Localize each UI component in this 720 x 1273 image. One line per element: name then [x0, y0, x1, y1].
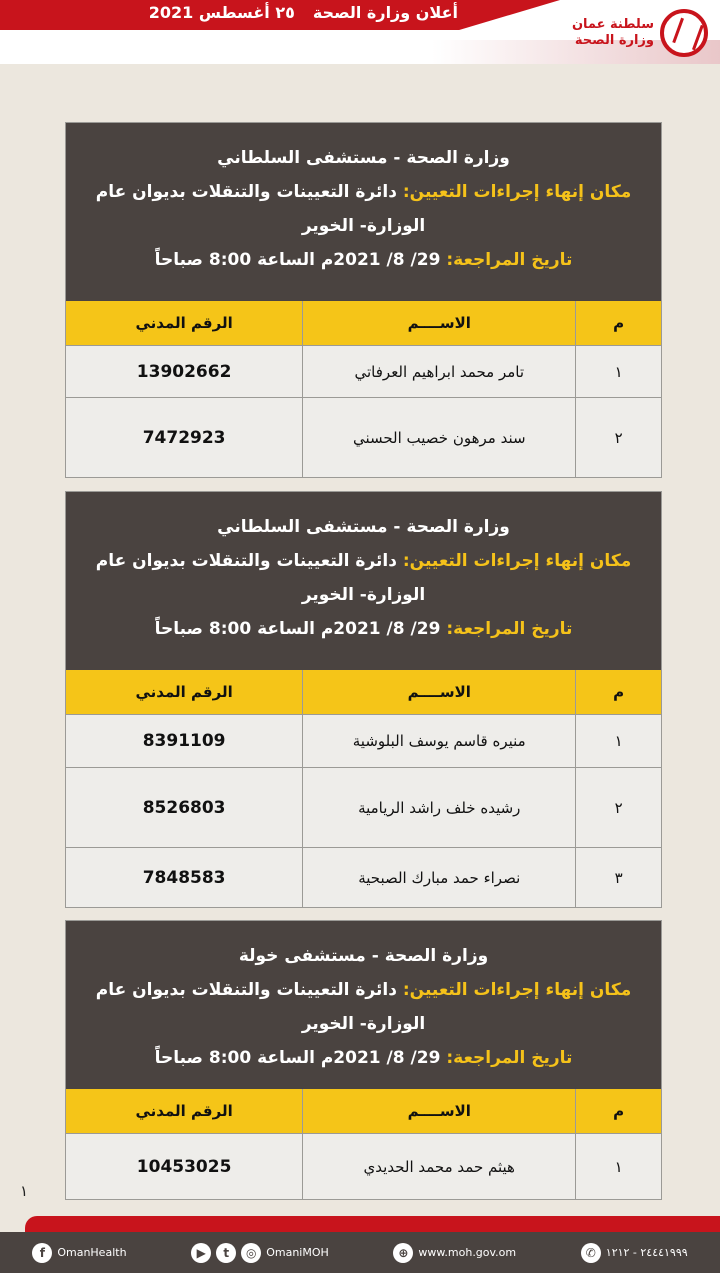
- place-value: دائرة التعيينات والتنقلات بديوان عام الوزارة- الخوير: [95, 980, 426, 1034]
- date-value: 29/ 8/ 2021م الساعة 8:00 صباحاً: [154, 619, 441, 639]
- header-text: [0, 3, 470, 27]
- row-num: ١: [575, 346, 661, 397]
- row-name: نصراء حمد مبارك الصبحية: [302, 848, 575, 907]
- date-line: [84, 612, 643, 646]
- footer-phone[interactable]: [581, 1243, 688, 1263]
- row-id: 13902662: [136, 361, 232, 382]
- date-label: تاريخ المراجعة:: [446, 1048, 573, 1068]
- footer-website[interactable]: [393, 1243, 516, 1263]
- row-id: 8526803: [142, 797, 226, 818]
- row-num: ١: [575, 715, 661, 767]
- row-name: منيره قاسم يوسف البلوشية: [302, 715, 575, 767]
- section-header: [66, 492, 661, 670]
- section-header: [66, 921, 661, 1089]
- row-name: سند مرهون خصيب الحسني: [302, 398, 575, 477]
- row-num: ٢: [575, 398, 661, 477]
- row-name: تامر محمد ابراهيم العرفاتي: [302, 346, 575, 397]
- date-line: [84, 1041, 643, 1075]
- phone-icon: ✆: [581, 1243, 601, 1263]
- col-id-header: الرقم المدني: [135, 314, 233, 332]
- col-num-header: م: [575, 301, 661, 345]
- place-value: دائرة التعيينات والتنقلات بديوان عام الوزارة- الخوير: [95, 551, 426, 605]
- date-label: تاريخ المراجعة:: [446, 619, 573, 639]
- ministry-logo: [558, 6, 708, 60]
- hospital-section: [65, 920, 662, 1200]
- table-row: [66, 847, 661, 907]
- place-line: [84, 973, 643, 1041]
- hospital-section: [65, 122, 662, 478]
- logo-text: سلطنة عمان وزارة الصحة: [571, 17, 654, 48]
- phone-number: ٢٤٤٤١٩٩٩ - ١٢١٢: [605, 1246, 688, 1259]
- footer-band: [25, 1216, 720, 1232]
- row-id: 7472923: [142, 427, 226, 448]
- footer-social[interactable]: [191, 1243, 329, 1263]
- table-row: [66, 767, 661, 847]
- row-num: ٢: [575, 768, 661, 847]
- emblem-icon: [660, 9, 708, 57]
- col-name-header: الاســــم: [302, 301, 575, 345]
- col-id-header: الرقم المدني: [135, 1102, 233, 1120]
- globe-icon: ⊕: [393, 1243, 413, 1263]
- section-title: وزارة الصحة - مستشفى السلطاني: [217, 517, 510, 537]
- facebook-handle: OmanHealth: [57, 1246, 127, 1259]
- col-num-header: م: [575, 1089, 661, 1133]
- place-line: [84, 544, 643, 612]
- date-line: [84, 243, 643, 277]
- col-id-header: الرقم المدني: [135, 683, 233, 701]
- youtube-icon: ▶: [191, 1243, 211, 1263]
- announcement-date: ٢٥ أغسطس 2021: [148, 3, 295, 22]
- row-name: رشيده خلف راشد الريامية: [302, 768, 575, 847]
- col-num-header: م: [575, 670, 661, 714]
- table-row: [66, 714, 661, 767]
- row-id: 8391109: [142, 731, 226, 751]
- row-id: 7848583: [142, 867, 226, 888]
- page-header: [0, 0, 720, 64]
- row-name: هيثم حمد محمد الحديدي: [302, 1134, 575, 1199]
- announcement-title: أعلان وزارة الصحة: [312, 3, 458, 22]
- section-header: [66, 123, 661, 301]
- date-value: 29/ 8/ 2021م الساعة 8:00 صباحاً: [154, 1048, 441, 1068]
- place-label: مكان إنهاء إجراءات التعيين:: [402, 980, 632, 1000]
- instagram-icon: ◎: [241, 1243, 261, 1263]
- footer-facebook[interactable]: [32, 1243, 126, 1263]
- table-row: [66, 397, 661, 477]
- twitter-icon: t: [216, 1243, 236, 1263]
- facebook-icon: f: [32, 1243, 52, 1263]
- table-header: [66, 301, 661, 345]
- social-handle: OmaniMOH: [266, 1246, 329, 1259]
- page-number: ١: [20, 1182, 29, 1200]
- col-name-header: الاســــم: [302, 670, 575, 714]
- date-value: 29/ 8/ 2021م الساعة 8:00 صباحاً: [154, 250, 441, 270]
- table-header: [66, 1089, 661, 1133]
- col-name-header: الاســــم: [302, 1089, 575, 1133]
- section-title: وزارة الصحة - مستشفى السلطاني: [217, 148, 510, 168]
- table-row: [66, 345, 661, 397]
- place-label: مكان إنهاء إجراءات التعيين:: [402, 551, 632, 571]
- row-id: 10453025: [136, 1156, 232, 1177]
- row-num: ٣: [575, 848, 661, 907]
- date-label: تاريخ المراجعة:: [446, 250, 573, 270]
- table-row: [66, 1133, 661, 1199]
- website-url: www.moh.gov.om: [418, 1246, 517, 1259]
- place-label: مكان إنهاء إجراءات التعيين:: [402, 182, 632, 202]
- row-num: ١: [575, 1134, 661, 1199]
- place-line: [84, 175, 643, 243]
- page-footer: [0, 1232, 720, 1273]
- section-title: وزارة الصحة - مستشفى خولة: [238, 946, 489, 966]
- table-header: [66, 670, 661, 714]
- place-value: دائرة التعيينات والتنقلات بديوان عام الوزارة- الخوير: [95, 182, 426, 236]
- hospital-section: [65, 491, 662, 908]
